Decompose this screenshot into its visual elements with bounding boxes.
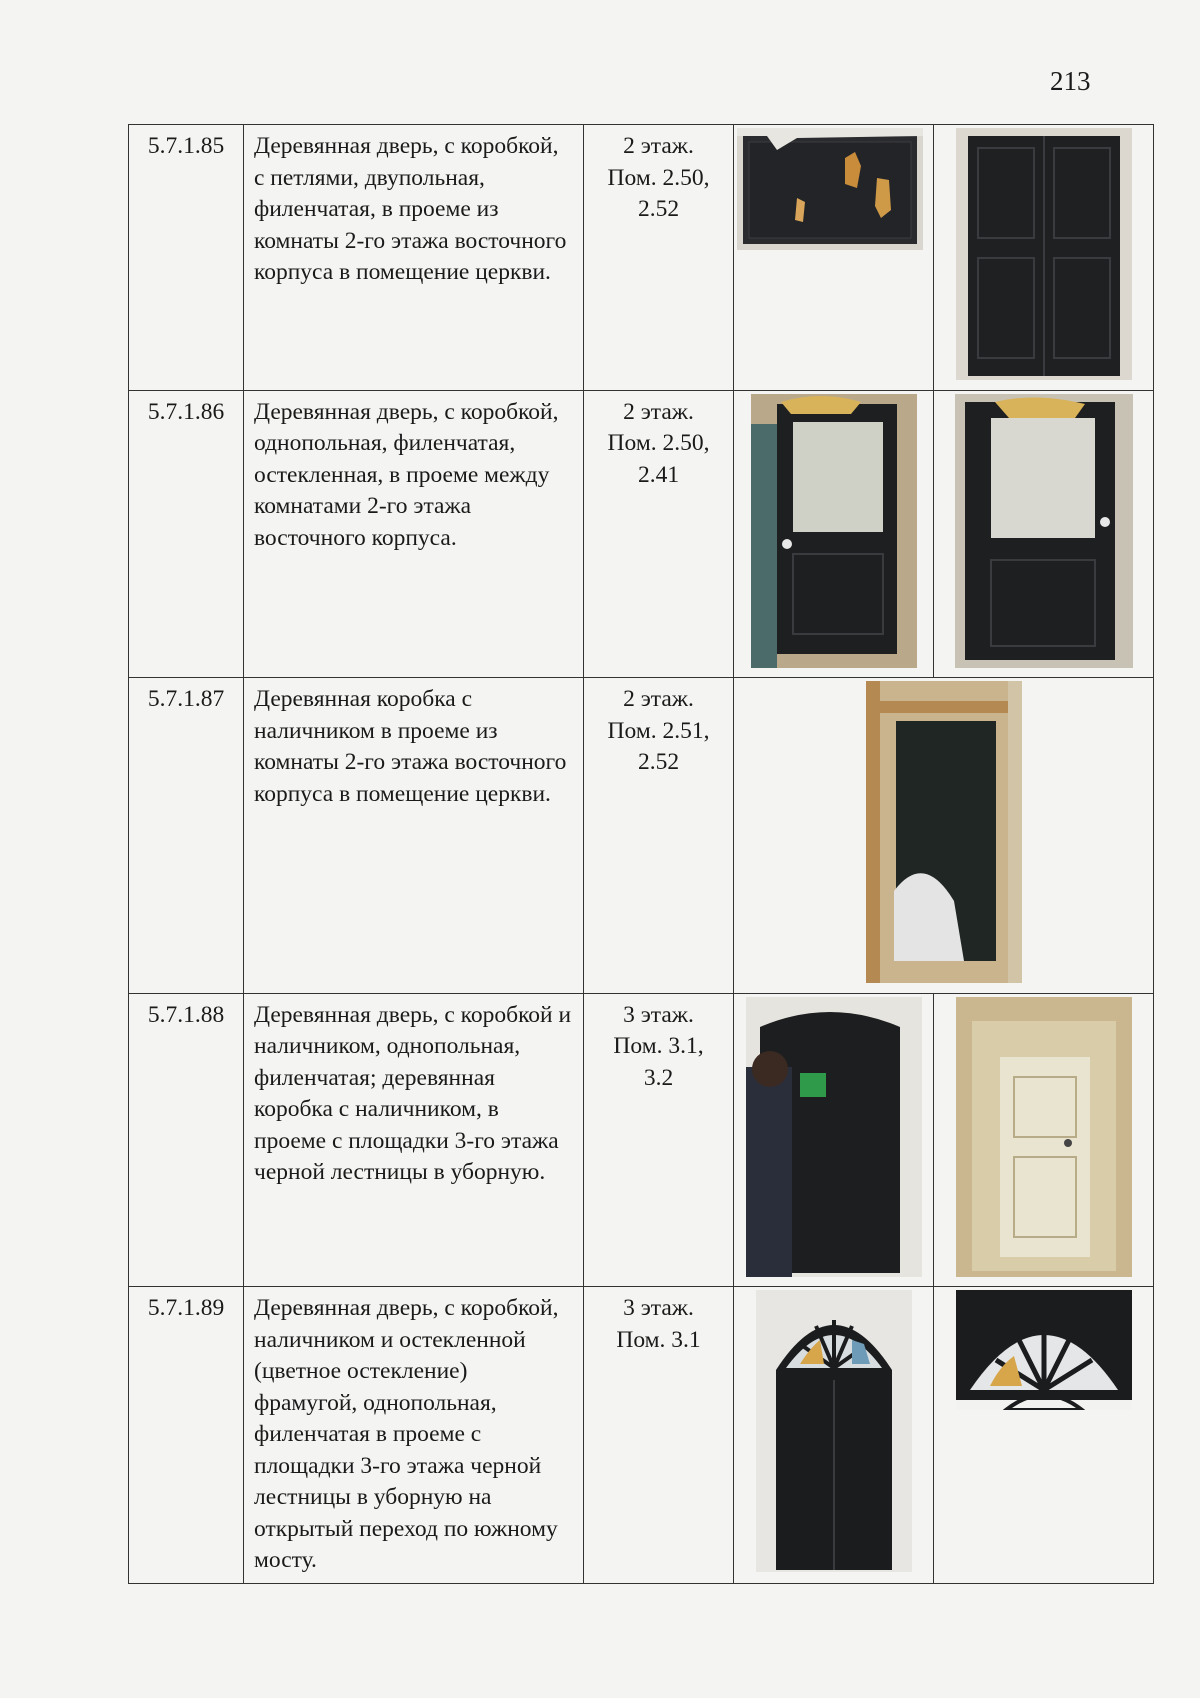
door-photo (737, 128, 923, 250)
floor-label: 2 этаж. (623, 133, 694, 159)
photo-cell (934, 125, 1154, 391)
row-description: Деревянная дверь, с коробкой, наличником и остекленной (цветное остекление) фрамугой, однопольная, филенчатая в проеме с площадки 3-го этажа черной лестницы в уборную на открытый переход по южному мосту. (244, 1287, 584, 1584)
door-photo (756, 1290, 912, 1572)
row-id: 5.7.1.86 (129, 390, 244, 678)
row-location (584, 390, 734, 678)
door-photo (956, 128, 1132, 380)
row-id: 5.7.1.88 (129, 993, 244, 1287)
row-location (584, 125, 734, 391)
row-id: 5.7.1.89 (129, 1287, 244, 1584)
rooms-label: Пом. 2.51, (607, 717, 710, 744)
rooms-label-2: 2.52 (637, 196, 680, 222)
row-description: Деревянная дверь, с коробкой, с петлями, двупольная, филенчатая, в проеме из комнаты 2-го этажа восточного корпуса в помещение церкви. (244, 125, 584, 391)
floor-label: 2 этаж. (623, 398, 694, 425)
doors-table (128, 124, 1154, 1584)
door-photo (746, 997, 922, 1277)
rooms-label-2: 3.2 (643, 1064, 674, 1091)
row-id: 5.7.1.87 (129, 678, 244, 994)
row-description: Деревянная дверь, с коробкой, однопольная, филенчатая, остекленная, в проеме между комнатами 2-го этажа восточного корпуса. (244, 390, 584, 678)
table-row (129, 390, 1154, 678)
row-description: Деревянная дверь, с коробкой и наличником, однопольная, филенчатая; деревянная коробка с наличником, в проеме с площадки 3-го этажа черной лестницы в уборную. (244, 993, 584, 1287)
floor-label: 3 этаж. (623, 1295, 694, 1321)
photo-cell (734, 993, 934, 1287)
row-location (584, 1287, 734, 1584)
table-row (129, 678, 1154, 994)
rooms-label: Пом. 2.50, (607, 430, 710, 456)
door-photo (956, 1290, 1132, 1410)
table-row (129, 125, 1154, 391)
rooms-label: Пом. 3.1 (616, 1326, 701, 1353)
floor-label: 2 этаж. (623, 686, 694, 712)
photo-cell (734, 678, 1154, 994)
table-row (129, 1287, 1154, 1584)
rooms-label-2: 2.41 (637, 461, 680, 488)
floor-label: 3 этаж. (623, 1001, 694, 1028)
row-location (584, 993, 734, 1287)
rooms-label: Пом. 2.50, (607, 164, 710, 191)
photo-cell (934, 390, 1154, 678)
row-description: Деревянная коробка с наличником в проеме из комнаты 2-го этажа восточного корпуса в помещение церкви. (244, 678, 584, 994)
photo-cell (934, 1287, 1154, 1584)
rooms-label: Пом. 3.1, (613, 1033, 704, 1059)
table-row (129, 993, 1154, 1287)
door-photo (866, 681, 1022, 983)
photo-cell (734, 390, 934, 678)
photo-cell (934, 993, 1154, 1287)
door-photo (751, 394, 917, 668)
door-photo (956, 997, 1132, 1277)
row-location (584, 678, 734, 994)
page-number: 213 (1050, 66, 1091, 96)
rooms-label-2: 2.52 (637, 749, 680, 775)
door-photo (955, 394, 1133, 668)
photo-cell (734, 1287, 934, 1584)
row-id: 5.7.1.85 (129, 125, 244, 391)
photo-cell (734, 125, 934, 391)
